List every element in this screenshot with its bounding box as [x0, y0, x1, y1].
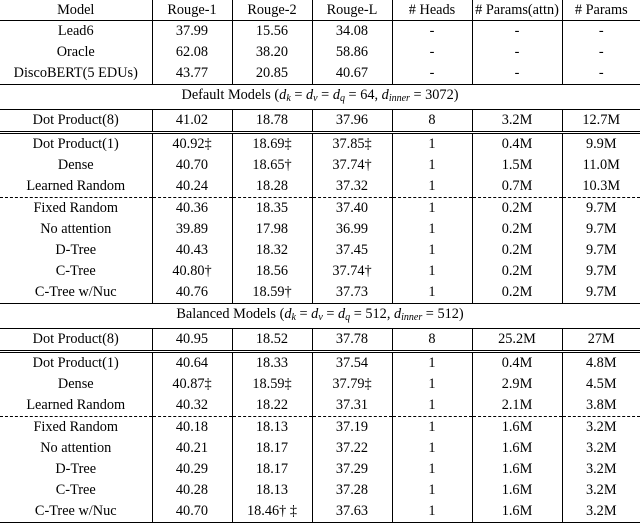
value-cell: 39.89	[152, 219, 232, 240]
value-cell: 40.36	[152, 198, 232, 220]
value-cell: 18.17	[232, 438, 312, 459]
value-cell: 18.28	[232, 176, 312, 198]
model-name-cell: D-Tree	[0, 240, 152, 261]
value-cell: 1	[392, 352, 472, 375]
value-cell: 18.13	[232, 480, 312, 501]
section-title-part: q	[339, 93, 345, 104]
section-title-part: v	[313, 93, 318, 104]
value-cell: 18.78	[232, 110, 312, 133]
section-title-part: d	[284, 306, 292, 322]
value-cell: 0.2M	[472, 282, 562, 304]
value-cell: 3.2M	[562, 417, 640, 439]
value-cell: 18.52	[232, 329, 312, 352]
value-cell: 37.96	[312, 110, 392, 133]
table-row	[0, 176, 640, 198]
value-cell: 18.13	[232, 417, 312, 439]
value-cell: 1.6M	[472, 459, 562, 480]
value-cell: 3.8M	[585, 397, 617, 413]
value-cell: 40.43	[152, 240, 232, 261]
value-cell: 1	[392, 155, 472, 176]
section-title-part: =	[295, 306, 312, 322]
value-cell: 1.6M	[472, 438, 562, 459]
value-cell: 37.28	[312, 480, 392, 501]
value-cell: 40.64	[152, 352, 232, 375]
model-name-cell: DiscoBERT(5 EDUs)	[0, 63, 152, 85]
value-cell: 1.6M	[472, 480, 562, 501]
section-title-row	[0, 304, 640, 329]
value-cell: 1	[392, 501, 472, 523]
section-title-part: = 64,	[344, 87, 382, 103]
model-name-cell: Dense	[0, 374, 152, 395]
value-cell: 18.32	[232, 240, 312, 261]
column-header: Rouge-2	[232, 0, 312, 21]
value-cell: 0.4M	[472, 352, 562, 375]
value-cell: 18.22	[232, 395, 312, 417]
value-cell: 8	[392, 110, 472, 133]
value-cell: 36.99	[312, 219, 392, 240]
value-cell: 37.19	[312, 417, 392, 439]
value-cell: -	[598, 23, 604, 39]
section-title-part: Default Models (	[181, 87, 280, 103]
section-title-part: d	[393, 306, 402, 322]
table-row	[0, 438, 640, 459]
value-cell: 1.5M	[472, 155, 562, 176]
value-cell: 2.1M	[472, 395, 562, 417]
value-cell: 0.7M	[472, 176, 562, 198]
value-cell: 37.40	[312, 198, 392, 220]
value-cell: 18.59‡	[232, 374, 312, 395]
model-name-cell: Dot Product(1)	[0, 352, 152, 375]
value-cell: 1	[392, 240, 472, 261]
value-cell: 18.35	[232, 198, 312, 220]
section-title-part: q	[345, 312, 351, 323]
column-header: # Params	[562, 0, 640, 21]
value-cell: 40.24	[152, 176, 232, 198]
model-name-cell: No attention	[0, 219, 152, 240]
value-cell: 37.54	[312, 352, 392, 375]
value-cell: 18.69‡	[232, 133, 312, 156]
section-title-part: d	[306, 87, 314, 103]
model-name-cell: No attention	[0, 438, 152, 459]
value-cell: 40.76	[152, 282, 232, 304]
model-name-cell: Lead6	[0, 21, 152, 43]
table-row	[0, 240, 640, 261]
table-row	[0, 395, 640, 417]
value-cell: 27M	[587, 331, 615, 347]
model-name-cell: Fixed Random	[0, 198, 152, 220]
model-name-cell: C-Tree	[0, 261, 152, 282]
value-cell: 40.21	[152, 438, 232, 459]
value-cell: -	[472, 21, 562, 43]
value-cell: 37.73	[312, 282, 392, 304]
table-row	[0, 63, 640, 85]
table-row	[0, 459, 640, 480]
value-cell: 1	[392, 417, 472, 439]
value-cell: 37.31	[312, 395, 392, 417]
value-cell: 25.2M	[472, 329, 562, 352]
value-cell: 18.56	[232, 261, 312, 282]
model-name-cell: D-Tree	[0, 459, 152, 480]
value-cell: 37.63	[312, 501, 392, 523]
value-cell: 37.78	[312, 329, 392, 352]
value-cell: 17.98	[232, 219, 312, 240]
section-title-part: v	[318, 312, 323, 323]
model-name-cell: Fixed Random	[0, 417, 152, 439]
value-cell: 0.2M	[472, 261, 562, 282]
value-cell: 40.32	[152, 395, 232, 417]
model-name-cell: C-Tree w/Nuc	[0, 501, 152, 523]
value-cell: 15.56	[232, 21, 312, 43]
value-cell: 4.5M	[585, 376, 617, 392]
value-cell: 3.2M	[472, 110, 562, 133]
value-cell: 43.77	[152, 63, 232, 85]
section-title-part: Balanced Models (	[176, 306, 285, 322]
value-cell: 1	[392, 395, 472, 417]
table-row	[0, 282, 640, 304]
value-cell: 40.95	[152, 329, 232, 352]
value-cell: 10.3M	[582, 178, 621, 194]
table-row	[0, 501, 640, 523]
table-row	[0, 417, 640, 439]
section-title-part: d	[338, 306, 346, 322]
value-cell: 3.2M	[585, 461, 617, 477]
section-title-part: k	[286, 93, 291, 104]
column-header: Model	[0, 0, 152, 21]
model-name-cell: C-Tree w/Nuc	[0, 282, 152, 304]
value-cell: 58.86	[312, 42, 392, 63]
value-cell: 9.7M	[585, 221, 617, 237]
value-cell: 9.7M	[585, 242, 617, 258]
table-row	[0, 110, 640, 133]
value-cell: 38.20	[232, 42, 312, 63]
value-cell: 1.6M	[472, 501, 562, 523]
value-cell: 1	[392, 219, 472, 240]
column-header: # Params(attn)	[472, 0, 562, 21]
value-cell: 1.6M	[472, 417, 562, 439]
model-name-cell: Dot Product(1)	[0, 133, 152, 156]
value-cell: 37.32	[312, 176, 392, 198]
value-cell: 1	[392, 261, 472, 282]
value-cell: 1	[392, 282, 472, 304]
value-cell: 18.46† ‡	[232, 501, 312, 523]
value-cell: 0.2M	[472, 198, 562, 220]
value-cell: -	[472, 42, 562, 63]
value-cell: 18.59†	[232, 282, 312, 304]
section-title-part: inner	[388, 93, 410, 104]
value-cell: 3.2M	[585, 482, 617, 498]
value-cell: 12.7M	[582, 112, 621, 128]
section-title	[0, 304, 640, 329]
section-title	[0, 85, 640, 110]
section-title-part: = 3072)	[409, 87, 459, 103]
model-name-cell: Dense	[0, 155, 152, 176]
value-cell: 62.08	[152, 42, 232, 63]
value-cell: 37.29	[312, 459, 392, 480]
table-row	[0, 21, 640, 43]
value-cell: 40.80†	[152, 261, 232, 282]
value-cell: 37.22	[312, 438, 392, 459]
value-cell: 40.29	[152, 459, 232, 480]
value-cell: 1	[392, 133, 472, 156]
value-cell: 4.8M	[562, 352, 640, 375]
table-row	[0, 374, 640, 395]
model-name-cell: Dot Product(8)	[0, 329, 152, 352]
value-cell: 0.2M	[472, 240, 562, 261]
value-cell: 18.65†	[232, 155, 312, 176]
value-cell: 1	[392, 438, 472, 459]
value-cell: 20.85	[232, 63, 312, 85]
column-header: Rouge-L	[312, 0, 392, 21]
table-row	[0, 261, 640, 282]
value-cell: 37.45	[312, 240, 392, 261]
value-cell: 9.7M	[585, 284, 617, 300]
value-cell: 3.2M	[585, 440, 617, 456]
value-cell: -	[472, 63, 562, 85]
value-cell: 18.33	[232, 352, 312, 375]
value-cell: 11.0M	[582, 157, 620, 173]
value-cell: 34.08	[312, 21, 392, 43]
model-name-cell: C-Tree	[0, 480, 152, 501]
section-title-part: d	[381, 87, 389, 103]
value-cell: 9.7M	[562, 198, 640, 220]
value-cell: -	[598, 44, 604, 60]
model-name-cell: Learned Random	[0, 395, 152, 417]
section-title-part: d	[311, 306, 319, 322]
value-cell: 41.02	[152, 110, 232, 133]
value-cell: 2.9M	[472, 374, 562, 395]
value-cell: 37.85‡	[312, 133, 392, 156]
table-row	[0, 133, 640, 156]
table-row	[0, 352, 640, 375]
value-cell: 40.92‡	[152, 133, 232, 156]
value-cell: 37.74†	[312, 261, 392, 282]
column-header: # Heads	[392, 0, 472, 21]
value-cell: 1	[392, 480, 472, 501]
table-row	[0, 42, 640, 63]
value-cell: 3.2M	[562, 501, 640, 523]
value-cell: 40.87‡	[152, 374, 232, 395]
section-title-part: =	[322, 306, 338, 322]
value-cell: 1	[392, 374, 472, 395]
value-cell: 9.7M	[585, 263, 617, 279]
section-title-part: =	[290, 87, 306, 103]
value-cell: 0.2M	[472, 219, 562, 240]
value-cell: 40.70	[152, 501, 232, 523]
value-cell: 18.17	[232, 459, 312, 480]
value-cell: -	[392, 42, 472, 63]
table-row	[0, 198, 640, 220]
value-cell: 8	[392, 329, 472, 352]
column-header: Rouge-1	[152, 0, 232, 21]
section-title-part: =	[317, 87, 333, 103]
value-cell: 37.99	[152, 21, 232, 43]
model-name-cell: Learned Random	[0, 176, 152, 198]
value-cell: 37.74†	[312, 155, 392, 176]
model-name-cell: Dot Product(8)	[0, 110, 152, 133]
section-title-part: = 512)	[422, 306, 464, 322]
value-cell: 40.18	[152, 417, 232, 439]
value-cell: -	[598, 65, 604, 81]
table-row	[0, 219, 640, 240]
value-cell: 1	[392, 198, 472, 220]
value-cell: 1	[392, 459, 472, 480]
value-cell: -	[392, 63, 472, 85]
section-title-part: d	[279, 87, 287, 103]
value-cell: 0.4M	[472, 133, 562, 156]
section-title-part: k	[291, 312, 296, 323]
value-cell: -	[392, 21, 472, 43]
section-title-part: inner	[401, 312, 423, 323]
model-name-cell: Oracle	[0, 42, 152, 63]
value-cell: 1	[392, 176, 472, 198]
value-cell: 37.79‡	[312, 374, 392, 395]
section-title-row	[0, 85, 640, 110]
value-cell: 40.28	[152, 480, 232, 501]
value-cell: 40.67	[312, 63, 392, 85]
table-row	[0, 329, 640, 352]
value-cell: 40.70	[152, 155, 232, 176]
header-row	[0, 0, 640, 21]
section-title-part: = 512,	[350, 306, 394, 322]
section-title-part: d	[332, 87, 340, 103]
table-row	[0, 155, 640, 176]
value-cell: 9.9M	[562, 133, 640, 156]
